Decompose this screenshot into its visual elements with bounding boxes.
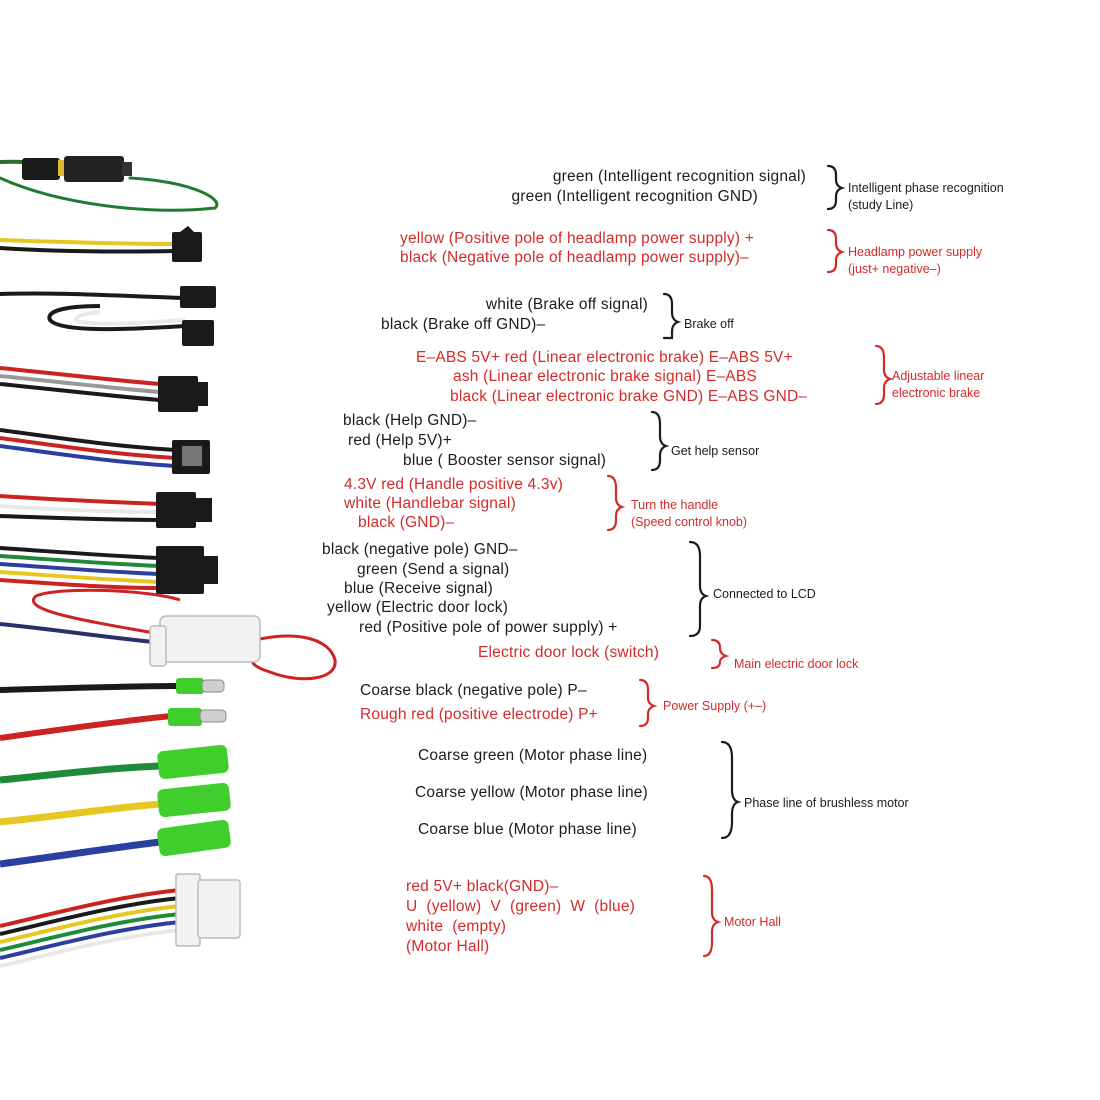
lcd-line-2: green (Send a signal) <box>357 561 510 578</box>
brace-handle <box>608 476 622 530</box>
linear-brake-line-3: black (Linear electronic brake GND) E–ABS GND– <box>450 388 808 405</box>
brake-off-line-1: white (Brake off signal) <box>485 296 648 313</box>
handle-line-3: black (GND)– <box>358 514 455 531</box>
phase-recognition-label-2: (study Line) <box>848 198 914 212</box>
motor-hall-line-4: (Motor Hall) <box>406 938 490 955</box>
handle-line-2: white (Handlebar signal) <box>344 495 516 512</box>
power-supply-line-1: Coarse black (negative pole) P– <box>360 682 587 699</box>
brace-lcd <box>690 542 706 636</box>
headlamp-label-1: Headlamp power supply <box>848 245 983 259</box>
brace-linear-brake <box>876 346 890 404</box>
headlamp-line-2: black (Negative pole of headlamp power supply)– <box>400 249 749 266</box>
brace-headlamp <box>828 230 842 272</box>
brace-power-supply <box>640 680 654 726</box>
brace-phase-recognition <box>828 166 842 209</box>
brace-help-sensor <box>652 412 666 470</box>
phase-recognition-label-1: Intelligent phase recognition <box>848 181 1004 195</box>
handle-label-2: (Speed control knob) <box>631 515 748 529</box>
door-lock-line-1: Electric door lock (switch) <box>478 644 660 661</box>
brake-off-line-2: black (Brake off GND)– <box>381 316 546 333</box>
motor-phase-label: Phase line of brushless motor <box>744 796 909 810</box>
motor-phase-line-3: Coarse blue (Motor phase line) <box>418 821 637 838</box>
power-supply-line-2: Rough red (positive electrode) P+ <box>360 706 598 723</box>
linear-brake-line-2: ash (Linear electronic brake signal) E–ABS <box>453 368 757 385</box>
brace-motor-hall <box>704 876 718 956</box>
phase-recognition-line-1: green (Intelligent recognition signal) <box>552 168 806 185</box>
motor-phase-line-2: Coarse yellow (Motor phase line) <box>415 784 648 801</box>
headlamp-label-2: (just+ negative–) <box>848 262 941 276</box>
door-lock-label: Main electric door lock <box>734 657 859 671</box>
brake-off-label: Brake off <box>684 317 734 331</box>
lcd-label: Connected to LCD <box>713 587 816 601</box>
motor-hall-line-3: white (empty) <box>406 918 507 935</box>
handle-line-1: 4.3V red (Handle positive 4.3v) <box>344 476 564 493</box>
linear-brake-label-2: electronic brake <box>892 386 981 400</box>
phase-recognition-line-2: green (Intelligent recognition GND) <box>511 188 758 205</box>
brace-motor-phase <box>722 742 738 838</box>
power-supply-label: Power Supply (+–) <box>663 699 767 713</box>
lcd-line-4: yellow (Electric door lock) <box>327 599 509 616</box>
motor-hall-line-1: red 5V+ black(GND)– <box>406 878 559 895</box>
motor-phase-line-1: Coarse green (Motor phase line) <box>418 747 648 764</box>
help-sensor-line-1: black (Help GND)– <box>343 412 477 429</box>
help-sensor-label: Get help sensor <box>671 444 760 458</box>
lcd-line-5: red (Positive pole of power supply) + <box>359 619 618 636</box>
headlamp-line-1: yellow (Positive pole of headlamp power supply) + <box>400 230 754 247</box>
motor-hall-label: Motor Hall <box>724 915 781 929</box>
help-sensor-line-2: red (Help 5V)+ <box>348 432 453 449</box>
lcd-line-3: blue (Receive signal) <box>344 580 493 597</box>
help-sensor-line-3: blue ( Booster sensor signal) <box>403 452 607 469</box>
motor-hall-line-2: U (yellow) V (green) W (blue) <box>406 898 636 915</box>
brace-brake-off <box>664 294 678 338</box>
lcd-line-1: black (negative pole) GND– <box>322 541 518 558</box>
linear-brake-label-1: Adjustable linear <box>892 369 985 383</box>
linear-brake-line-1: E–ABS 5V+ red (Linear electronic brake) E–ABS 5V+ <box>416 349 793 366</box>
brace-door-lock <box>712 640 726 668</box>
handle-label-1: Turn the handle <box>631 498 719 512</box>
